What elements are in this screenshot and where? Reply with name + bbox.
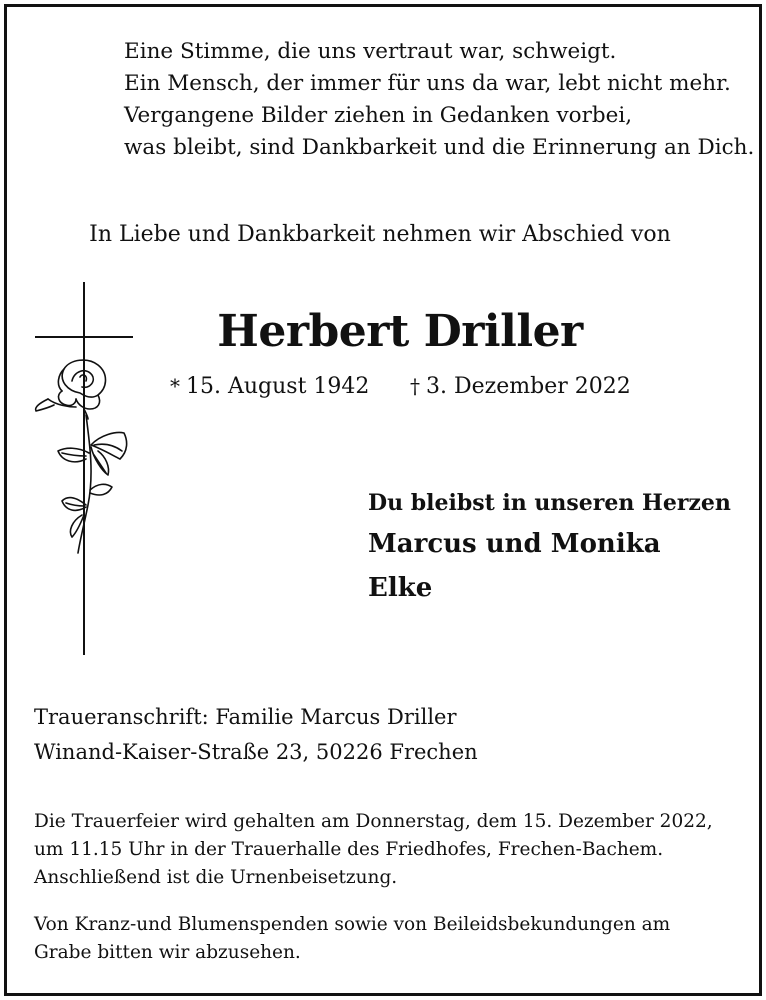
death-symbol: †	[410, 374, 420, 398]
wish-line: Von Kranz-und Blumenspenden sowie von Beileidsbekundungen am	[34, 914, 671, 935]
poem-line: was bleibt, sind Dankbarkeit und die Erinnerung an Dich.	[124, 135, 755, 160]
death-date: 3. Dezember 2022	[426, 374, 631, 399]
address-line: Traueranschrift: Familie Marcus Driller	[34, 705, 457, 729]
farewell-intro: In Liebe und Dankbarkeit nehmen wir Abschied von	[89, 222, 671, 247]
address-line: Winand-Kaiser-Straße 23, 50226 Frechen	[34, 740, 478, 764]
service-line: Anschließend ist die Urnenbeisetzung.	[34, 867, 398, 888]
birth-symbol: *	[170, 374, 180, 398]
rose-icon	[28, 355, 138, 560]
mourners-signoff	[368, 484, 731, 610]
death-date-line	[410, 374, 631, 399]
birth-date-line	[170, 374, 369, 399]
mourner-names: Marcus und Monika	[368, 529, 661, 559]
mourning-address	[34, 700, 478, 770]
deceased-name: Herbert Driller	[217, 306, 583, 357]
no-flowers-request	[34, 911, 670, 967]
poem-line: Eine Stimme, die uns vertraut war, schweigt.	[124, 39, 617, 64]
motto: Du bleibst in unseren Herzen	[368, 490, 731, 516]
poem-line: Ein Mensch, der immer für uns da war, lebt nicht mehr.	[124, 71, 731, 96]
mourner-names: Elke	[368, 573, 433, 603]
funeral-service-notice	[34, 808, 713, 892]
poem	[124, 36, 754, 164]
wish-line: Grabe bitten wir abzusehen.	[34, 942, 301, 963]
service-line: Die Trauerfeier wird gehalten am Donnerstag, dem 15. Dezember 2022,	[34, 811, 713, 832]
poem-line: Vergangene Bilder ziehen in Gedanken vorbei,	[124, 103, 633, 128]
service-line: um 11.15 Uhr in der Trauerhalle des Friedhofes, Frechen-Bachem.	[34, 839, 664, 860]
birth-date: 15. August 1942	[186, 374, 370, 399]
